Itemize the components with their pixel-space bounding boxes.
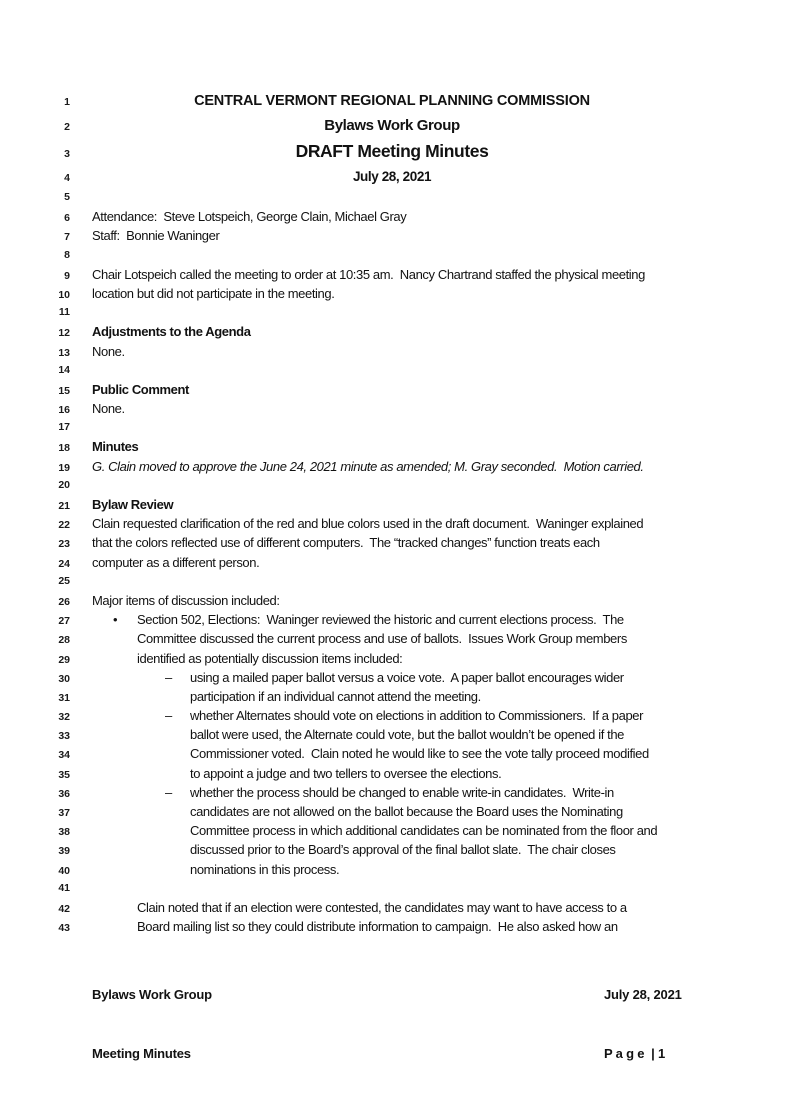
line-number: 11 bbox=[58, 306, 70, 319]
line-number: 24 bbox=[58, 557, 70, 570]
line-content bbox=[70, 706, 692, 725]
line-content bbox=[70, 764, 692, 783]
line-content bbox=[70, 687, 692, 706]
document-line bbox=[45, 138, 692, 165]
line-number: 5 bbox=[64, 191, 70, 203]
line-text: Board mailing list so they could distribute information to campaign. He also asked how an bbox=[137, 919, 618, 935]
line-content bbox=[70, 457, 692, 476]
line-content bbox=[70, 860, 692, 879]
document-line bbox=[45, 725, 692, 744]
line-number: 26 bbox=[58, 595, 70, 608]
line-content bbox=[70, 783, 692, 802]
line-number: 8 bbox=[64, 248, 70, 261]
line-text: G. Clain moved to approve the June 24, 2021 minute as amended; M. Gray seconded. Motion carried. bbox=[92, 458, 644, 474]
document-line bbox=[45, 553, 692, 572]
document-line bbox=[45, 380, 692, 399]
document-line bbox=[45, 113, 692, 138]
line-content bbox=[70, 342, 692, 361]
document-line bbox=[45, 783, 692, 802]
line-number: 28 bbox=[58, 634, 70, 647]
line-text: Committee discussed the current process and use of ballots. Issues Work Group members bbox=[137, 631, 627, 647]
line-text: ballot were used, the Alternate could vote, but the ballot wouldn’t be opened if the bbox=[190, 727, 625, 743]
line-number: 36 bbox=[58, 787, 70, 800]
document-line bbox=[45, 610, 692, 629]
line-number: 12 bbox=[58, 327, 70, 340]
document-line bbox=[45, 840, 692, 859]
line-number: 9 bbox=[64, 269, 70, 282]
line-number: 30 bbox=[58, 672, 70, 685]
line-content bbox=[70, 226, 692, 245]
line-content bbox=[70, 649, 692, 668]
line-text: nominations in this process. bbox=[190, 861, 340, 877]
line-content bbox=[70, 744, 692, 763]
line-text: DRAFT Meeting Minutes bbox=[295, 141, 489, 161]
line-text: whether the process should be changed to enable write-in candidates. Write-in bbox=[190, 784, 614, 800]
document-line bbox=[45, 572, 692, 591]
line-content bbox=[70, 399, 692, 418]
line-content bbox=[70, 610, 692, 629]
document-line bbox=[45, 649, 692, 668]
line-number: 33 bbox=[58, 730, 70, 743]
line-text: location but did not participate in the meeting. bbox=[92, 285, 335, 301]
line-text: Adjustments to the Agenda bbox=[92, 324, 251, 340]
line-number: 32 bbox=[58, 711, 70, 724]
line-text: Chair Lotspeich called the meeting to order at 10:35 am. Nancy Chartrand staffed the physical meeting bbox=[92, 266, 645, 282]
line-text: computer as a different person. bbox=[92, 554, 260, 570]
document-line bbox=[45, 917, 692, 936]
document-line bbox=[45, 802, 692, 821]
line-content bbox=[70, 917, 692, 936]
line-number: 4 bbox=[64, 172, 70, 184]
line-text: using a mailed paper ballot versus a voice vote. A paper ballot encourages wider bbox=[190, 669, 624, 685]
line-text: Major items of discussion included: bbox=[92, 592, 280, 608]
line-number: 18 bbox=[58, 442, 70, 455]
line-number: 20 bbox=[58, 478, 70, 491]
document-line bbox=[45, 764, 692, 783]
document-line bbox=[45, 457, 692, 476]
document-line bbox=[45, 514, 692, 533]
line-text: Clain requested clarification of the red and blue colors used in the draft document. Waninger explained bbox=[92, 516, 644, 532]
line-text: Section 502, Elections: Waninger reviewed the historic and current elections process. The bbox=[137, 612, 624, 628]
line-content bbox=[70, 437, 692, 456]
document-line bbox=[45, 361, 692, 380]
document-line bbox=[45, 898, 692, 917]
line-number: 43 bbox=[58, 922, 70, 935]
document-line bbox=[45, 399, 692, 418]
document-line bbox=[45, 418, 692, 437]
line-number: 34 bbox=[58, 749, 70, 762]
footer-left bbox=[92, 946, 212, 1102]
document-line bbox=[45, 303, 692, 322]
document-line bbox=[45, 706, 692, 725]
line-text: that the colors reflected use of different computers. The “tracked changes” function treats each bbox=[92, 535, 600, 551]
document-body bbox=[45, 88, 692, 936]
line-text: Bylaws Work Group bbox=[324, 117, 460, 134]
line-text: Bylaw Review bbox=[92, 497, 174, 512]
line-number: 23 bbox=[58, 538, 70, 551]
footer-group-name: Bylaws Work Group bbox=[92, 987, 212, 1003]
document-line bbox=[45, 207, 692, 226]
line-content bbox=[70, 88, 692, 114]
line-number: 6 bbox=[64, 212, 70, 225]
line-number: 31 bbox=[58, 691, 70, 704]
line-number: 17 bbox=[58, 421, 70, 434]
document-line bbox=[45, 860, 692, 879]
line-text: Public Comment bbox=[92, 381, 189, 397]
document-line bbox=[45, 533, 692, 552]
line-content bbox=[70, 265, 692, 284]
line-text: to appoint a judge and two tellers to oversee the elections. bbox=[190, 765, 502, 781]
line-number: 37 bbox=[58, 807, 70, 819]
line-number: 13 bbox=[58, 346, 70, 359]
document-line bbox=[45, 284, 692, 303]
document-line bbox=[45, 246, 692, 265]
document-line bbox=[45, 342, 692, 361]
line-content bbox=[70, 802, 692, 821]
line-number: 15 bbox=[58, 384, 70, 397]
document-line bbox=[45, 437, 692, 456]
line-number: 7 bbox=[64, 231, 70, 244]
line-text: identified as potentially discussion items included: bbox=[137, 650, 403, 666]
line-text: Minutes bbox=[92, 439, 139, 455]
line-content bbox=[70, 495, 692, 514]
footer-doc-type: Meeting Minutes bbox=[92, 1045, 191, 1061]
document-line bbox=[45, 165, 692, 188]
line-text: discussed prior to the Board’s approval of the final ballot slate. The chair closes bbox=[190, 842, 616, 858]
line-content bbox=[70, 553, 692, 572]
dash-icon: – bbox=[165, 784, 172, 800]
line-content bbox=[70, 380, 692, 399]
document-line bbox=[45, 322, 692, 341]
line-number: 27 bbox=[58, 615, 70, 628]
line-content bbox=[70, 821, 692, 840]
document-line bbox=[45, 88, 692, 113]
line-content bbox=[70, 322, 692, 341]
line-number: 19 bbox=[58, 461, 70, 474]
line-content bbox=[70, 591, 692, 610]
line-text: None. bbox=[92, 343, 125, 359]
line-number: 35 bbox=[58, 768, 70, 781]
line-number: 14 bbox=[58, 363, 70, 376]
line-content bbox=[70, 629, 692, 648]
document-line bbox=[45, 879, 692, 898]
document-line bbox=[45, 821, 692, 840]
line-content bbox=[70, 165, 692, 188]
line-content bbox=[70, 668, 692, 687]
line-text: whether Alternates should vote on elections in addition to Commissioners. If a paper bbox=[190, 708, 644, 724]
line-text: None. bbox=[92, 401, 125, 417]
footer-right bbox=[604, 946, 692, 1102]
bullet-icon: • bbox=[113, 612, 118, 628]
line-number: 38 bbox=[58, 826, 70, 839]
document-line bbox=[45, 476, 692, 495]
document-line bbox=[45, 629, 692, 648]
line-content bbox=[70, 725, 692, 744]
line-number: 39 bbox=[58, 845, 70, 858]
document-line bbox=[45, 188, 692, 207]
line-number: 22 bbox=[58, 519, 70, 532]
line-number: 29 bbox=[58, 653, 70, 666]
line-number: 16 bbox=[58, 404, 70, 417]
line-number: 40 bbox=[58, 864, 70, 877]
line-number: 42 bbox=[58, 902, 70, 915]
line-text: CENTRAL VERMONT REGIONAL PLANNING COMMISSION bbox=[194, 93, 590, 109]
line-number: 1 bbox=[64, 96, 70, 108]
line-content bbox=[70, 284, 692, 303]
line-text: Clain noted that if an election were contested, the candidates may want to have access to a bbox=[137, 899, 627, 915]
line-text: Commissioner voted. Clain noted he would like to see the vote tally proceed modified bbox=[190, 746, 649, 762]
dash-icon: – bbox=[165, 708, 172, 724]
document-line bbox=[45, 668, 692, 687]
footer-date: July 28, 2021 bbox=[604, 987, 682, 1003]
dash-icon: – bbox=[165, 669, 172, 685]
line-number: 2 bbox=[64, 121, 70, 133]
line-number: 3 bbox=[64, 148, 70, 160]
document-line bbox=[45, 495, 692, 514]
document-line bbox=[45, 744, 692, 763]
line-number: 25 bbox=[58, 574, 70, 587]
line-text: Committee process in which additional candidates can be nominated from the floor and bbox=[190, 823, 658, 839]
line-text: July 28, 2021 bbox=[352, 169, 432, 184]
line-text: participation if an individual cannot attend the meeting. bbox=[190, 688, 481, 704]
document-line bbox=[45, 265, 692, 284]
line-text: Staff: Bonnie Waninger bbox=[92, 228, 220, 244]
line-content bbox=[70, 514, 692, 533]
line-content bbox=[70, 113, 692, 138]
line-content bbox=[70, 138, 692, 166]
line-content bbox=[70, 840, 692, 859]
document-line bbox=[45, 591, 692, 610]
footer-page-number: P a g e | 1 bbox=[604, 1045, 665, 1061]
document-line bbox=[45, 226, 692, 245]
line-number: 21 bbox=[58, 500, 70, 512]
document-line bbox=[45, 687, 692, 706]
line-text: candidates are not allowed on the ballot because the Board uses the Nominating bbox=[190, 804, 623, 819]
line-content bbox=[70, 207, 692, 226]
line-number: 10 bbox=[58, 288, 70, 301]
page-footer bbox=[92, 946, 692, 1102]
line-number: 41 bbox=[58, 881, 70, 894]
line-content bbox=[70, 898, 692, 917]
line-content bbox=[70, 533, 692, 552]
line-text: Attendance: Steve Lotspeich, George Clain, Michael Gray bbox=[92, 209, 407, 225]
